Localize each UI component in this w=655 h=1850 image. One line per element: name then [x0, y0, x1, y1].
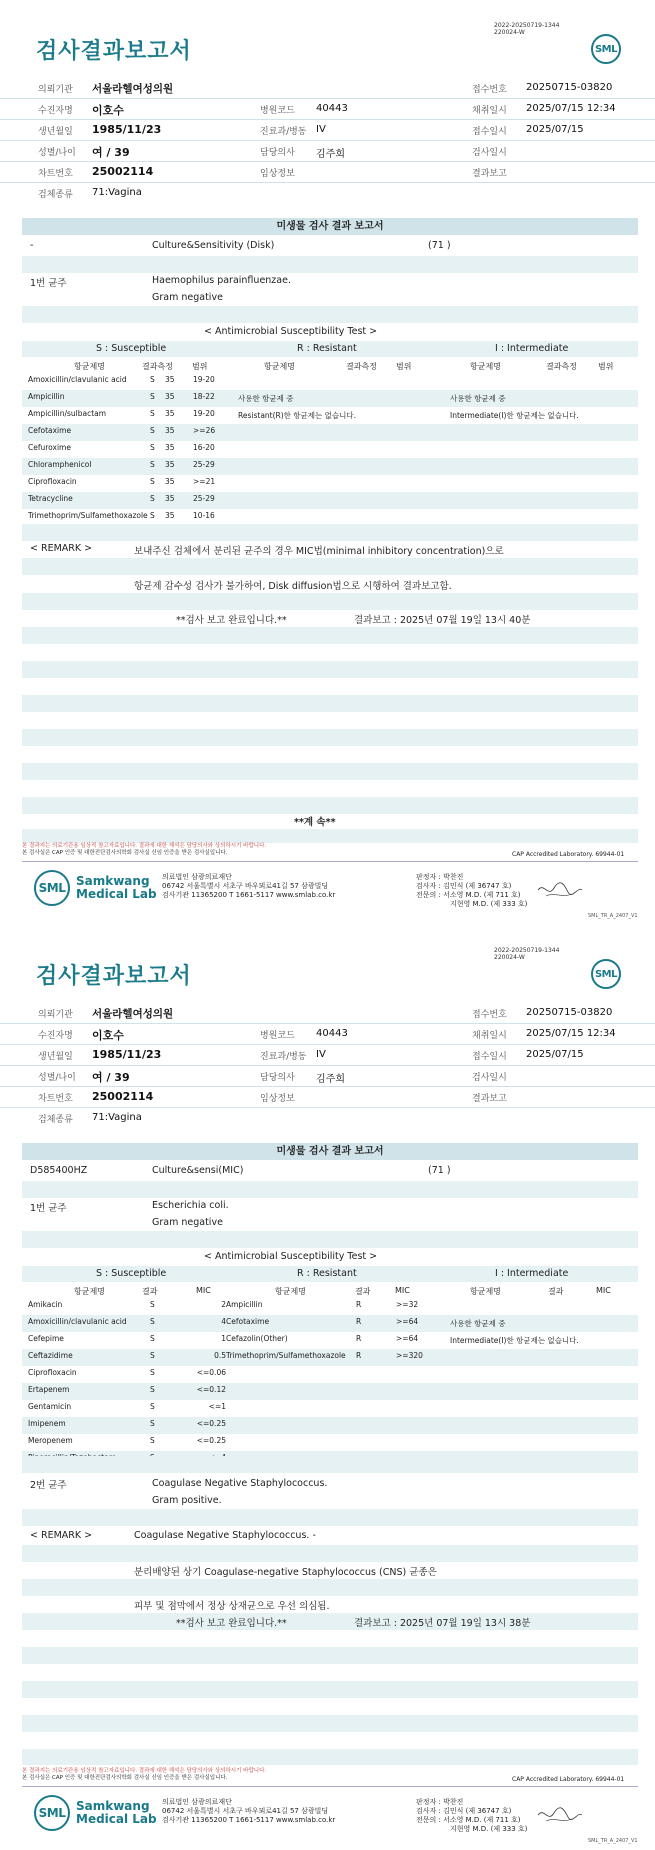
ast-value: 35 [165, 409, 175, 418]
col-drug: 항균제명 [275, 1287, 306, 1296]
band [22, 1181, 638, 1198]
ast-mic: <=0.25 [196, 1436, 226, 1445]
remark-text: 피부 및 점막에서 정상 상재균으로 우선 의심됨. [134, 1601, 330, 1612]
brand-line: Samkwang [76, 1799, 150, 1813]
ast-drug: Ampicillin/sulbactam [28, 409, 107, 418]
doctor-value: 김주희 [316, 149, 345, 160]
legend-intermediate: I : Intermediate [495, 1268, 569, 1279]
info-row [0, 162, 655, 183]
band [22, 763, 638, 780]
clinical-label: 임상정보 [260, 1094, 295, 1104]
info-row [0, 141, 655, 162]
col-drug: 항균제명 [470, 1287, 501, 1296]
sml-logo-icon: SML [34, 1795, 70, 1831]
dept-label: 진료과/병동 [260, 1052, 307, 1062]
band [22, 1715, 638, 1732]
complete-text: **검사 보고 완료입니다.** [176, 1618, 287, 1629]
test-code: - [30, 240, 34, 251]
test-number: (71 ) [428, 240, 451, 251]
lab-address [162, 873, 335, 900]
band [22, 1383, 638, 1400]
org-value: 서울라헬여성의원 [92, 83, 174, 95]
ast-mic: <=0.06 [196, 1368, 226, 1377]
band [22, 256, 638, 273]
brand-line: Samkwang [76, 874, 150, 888]
document-code-line: 220024-W [494, 29, 525, 36]
band [22, 729, 638, 746]
continue-mark: **계 속** [294, 817, 336, 828]
legend-resistant: R : Resistant [297, 1268, 357, 1279]
report-page-2 [0, 925, 655, 1850]
ast-result: R [356, 1300, 362, 1309]
band [22, 306, 638, 323]
right-note: Intermediate(I)한 항균제는 없습니다. [450, 1336, 579, 1345]
ast-drug: Cefepime [28, 1334, 64, 1343]
document-code-line: 220024-W [494, 954, 525, 961]
version-code: SML_TR_A_2407_V1 [588, 913, 638, 919]
brand-line: Medical Lab [76, 1812, 157, 1826]
col-drug: 항균제명 [264, 362, 295, 371]
ast-result: S [150, 409, 155, 418]
remark-text: 분리배양된 상기 Coagulase-negative Staphylococcus (CNS) 균종은 [134, 1567, 437, 1578]
band [22, 797, 638, 814]
ast-range: 25-29 [193, 494, 215, 503]
band [22, 1231, 638, 1248]
org-value: 서울라헬여성의원 [92, 1008, 174, 1020]
ast-drug: Amoxicillin/clavulanic acid [28, 1317, 127, 1326]
footer-logo [34, 870, 157, 906]
col-result: 결과 [548, 1287, 564, 1296]
dept-value: IV [316, 124, 326, 135]
info-row [0, 1108, 655, 1129]
clinical-label: 임상정보 [260, 169, 295, 179]
mid-note: 사용한 항균제 중 [238, 394, 294, 403]
signature-scribble-icon [536, 1805, 584, 1825]
test-code: D585400HZ [30, 1165, 88, 1176]
ast-drug: Ceftazidime [28, 1351, 73, 1360]
ast-mic: 2 [221, 1300, 226, 1309]
footnote-line: 본 결과지는 의료기관용 임상적 참고자료입니다. 결과에 대한 해석은 담당의사와 상의하시기 바랍니다. [22, 843, 267, 849]
signatures [416, 1798, 527, 1834]
ast-drug: Ertapenem [28, 1385, 70, 1394]
band [22, 1417, 638, 1434]
ast-drug: Chloramphenicol [28, 460, 92, 469]
col-mic: MIC [596, 1286, 611, 1295]
ast-drug: Cefotaxime [226, 1317, 270, 1326]
ast-title: < Antimicrobial Susceptibility Test > [204, 326, 378, 337]
col-range: 범위 [396, 362, 412, 371]
ast-drug: Amoxicillin/clavulanic acid [28, 375, 127, 384]
remark-label: < REMARK > [30, 1530, 93, 1541]
band [22, 829, 638, 843]
ast-drug: Cefuroxime [28, 443, 71, 452]
ast-result: R [356, 1334, 362, 1343]
ast-result: S [150, 477, 155, 486]
sml-logo-icon: SML [34, 870, 70, 906]
ast-drug: Ciprofloxacin [28, 1368, 77, 1377]
ast-value: 35 [165, 477, 175, 486]
doctor-label: 담당의사 [260, 1073, 295, 1083]
ast-value: 35 [165, 511, 175, 520]
ast-result: S [150, 1436, 155, 1445]
dept-value: IV [316, 1049, 326, 1060]
info-row [0, 1003, 655, 1024]
report-time: 결과보고 : 2025년 07월 19일 13시 38분 [354, 1618, 531, 1629]
hosp-code-label: 병원코드 [260, 1031, 295, 1041]
organism-name: Escherichia coli. [152, 1200, 229, 1211]
organism-gram: Gram negative [152, 292, 223, 303]
organism-gram: Gram positive. [152, 1495, 222, 1506]
signature-line: 검사자 : 김민식 (제 36747 호) [416, 1807, 512, 1815]
ast-drug: Amikacin [28, 1300, 63, 1309]
signature-line: 판정자 : 박찬진 [416, 1798, 464, 1806]
col-result: 결과측정 [546, 362, 577, 371]
col-result: 결과측정 [142, 362, 173, 371]
col-result: 결과 [142, 1287, 158, 1296]
specimen-value: 71:Vagina [92, 187, 142, 198]
info-row [0, 78, 655, 99]
specimen-label: 검체종류 [38, 1115, 73, 1125]
mid-note: Resistant(R)한 항균제는 없습니다. [238, 411, 357, 420]
test-name: Culture&sensi(MIC) [152, 1165, 244, 1176]
remark-text: 보내주신 검체에서 분리된 균주의 경우 MIC법(minimal inhibitory concentration)으로 [134, 546, 504, 557]
band [22, 424, 638, 441]
info-row [0, 1087, 655, 1108]
right-note: 사용한 항균제 중 [450, 1319, 506, 1328]
col-drug: 항균제명 [74, 362, 105, 371]
legend-intermediate: I : Intermediate [495, 343, 569, 354]
info-row [0, 1066, 655, 1087]
band [22, 1545, 638, 1562]
footnote [22, 843, 266, 856]
ast-drug: Tetracycline [28, 494, 73, 503]
report-label: 결과보고 [472, 1094, 507, 1104]
doctor-value: 김주희 [316, 1074, 345, 1085]
ast-mic: <=1 [208, 1402, 226, 1411]
address-line: 06742 서울특별시 서초구 바우뫼로41길 57 삼광빌딩 [162, 882, 329, 890]
document-code-line: 2022-20250719-1344 [494, 947, 560, 954]
ast-result: S [150, 375, 155, 384]
ast-value: 35 [165, 494, 175, 503]
band [22, 1647, 638, 1664]
band [22, 593, 638, 610]
band [22, 458, 638, 475]
address-line: 06742 서울특별시 서초구 바우뫼로41길 57 삼광빌딩 [162, 1807, 329, 1815]
sex-age-label: 성별/나이 [38, 1073, 76, 1083]
ast-drug: Ampicillin [28, 392, 65, 401]
band [22, 558, 638, 575]
ast-result: S [150, 1317, 155, 1326]
name-label: 수진자명 [38, 1031, 73, 1041]
ast-drug: Gentamicin [28, 1402, 72, 1411]
cap-accreditation: CAP Accredited Laboratory. 69944-01 [512, 851, 625, 858]
report-time: 결과보고 : 2025년 07월 19일 13시 40분 [354, 615, 531, 626]
chart-value: 25002114 [92, 1090, 154, 1103]
receipt-value: 20250715-03820 [526, 82, 613, 93]
col-mic: MIC [196, 1286, 211, 1295]
collect-value: 2025/07/15 12:34 [526, 1028, 616, 1039]
report-header: 미생물 검사 결과 보고서 [22, 1143, 638, 1160]
lab-address [162, 1798, 335, 1825]
test-date-label: 검사일시 [472, 148, 507, 158]
ast-range: 18-22 [193, 392, 215, 401]
signature-line: 지현영 M.D. (제 333 호) [450, 1825, 528, 1833]
footnote-line: 본 검사실은 CAP 인증 및 대한진단검사의학회 검사실 신임 인증을 받은 검사실입니다. [22, 849, 228, 856]
organism-name: Coagulase Negative Staphylococcus. [152, 1478, 328, 1489]
address-line: 검사기관 11365200 T 1661-5117 www.smlab.co.kr [162, 1816, 336, 1824]
org-label: 의뢰기관 [38, 85, 73, 95]
ast-mic: 1 [221, 1334, 226, 1343]
band [22, 1456, 638, 1473]
test-name: Culture&Sensitivity (Disk) [152, 240, 275, 251]
ast-range: >=21 [193, 477, 216, 486]
ast-result: R [356, 1351, 362, 1360]
legend-susceptible: S : Susceptible [96, 1268, 167, 1279]
sml-logo-icon: SML [591, 34, 621, 64]
ast-range: 16-20 [193, 443, 215, 452]
report-header: 미생물 검사 결과 보고서 [22, 218, 638, 235]
receipt-label: 접수번호 [472, 85, 507, 95]
dob-value: 1985/11/23 [92, 1048, 162, 1061]
signatures [416, 873, 527, 909]
signature-line: 지현영 M.D. (제 333 호) [450, 900, 528, 908]
info-row [0, 183, 655, 204]
org-label: 의뢰기관 [38, 1010, 73, 1020]
ast-result: S [150, 1368, 155, 1377]
col-result: 결과측정 [346, 362, 377, 371]
band [22, 1749, 638, 1765]
ast-mic: >=64 [396, 1317, 419, 1326]
sml-logo-icon: SML [591, 959, 621, 989]
ast-range: 19-20 [193, 409, 215, 418]
ast-result: S [150, 494, 155, 503]
specimen-label: 검체종류 [38, 190, 73, 200]
ast-mic: <=0.12 [196, 1385, 226, 1394]
band [22, 390, 638, 407]
ast-mic: >=320 [396, 1351, 423, 1360]
name-label: 수진자명 [38, 106, 73, 116]
chart-value: 25002114 [92, 165, 154, 178]
ast-mic: >=32 [396, 1300, 419, 1309]
signature-line: 전문의 : 서소영 M.D. (제 711 호) [416, 891, 521, 899]
collect-label: 채취일시 [472, 1031, 507, 1041]
hosp-code-label: 병원코드 [260, 106, 295, 116]
report-label: 결과보고 [472, 169, 507, 179]
address-line: 검사기관 11365200 T 1661-5117 www.smlab.co.kr [162, 891, 336, 899]
band [22, 1681, 638, 1698]
footnote [22, 1768, 266, 1781]
received-value: 2025/07/15 [526, 124, 584, 135]
ast-mic: 4 [221, 1317, 226, 1326]
remark-label: < REMARK > [30, 543, 93, 554]
brand-line: Medical Lab [76, 887, 157, 901]
test-number: (71 ) [428, 1165, 451, 1176]
organism-name: Haemophilus parainfluenzae. [152, 275, 291, 286]
sex-age-value: 여 / 39 [92, 1071, 130, 1084]
brand-name [76, 1800, 157, 1826]
col-range: 범위 [598, 362, 614, 371]
dob-label: 생년월일 [38, 127, 73, 137]
address-line: 의료법인 삼광의료재단 [162, 873, 232, 881]
chart-label: 차트번호 [38, 169, 73, 179]
legend-susceptible: S : Susceptible [96, 343, 167, 354]
signature-line: 검사자 : 김민식 (제 36747 호) [416, 882, 512, 890]
footnote-line: 본 결과지는 의료기관용 임상적 참고자료입니다. 결과에 대한 해석은 담당의사와 상의하시기 바랍니다. [22, 1768, 267, 1774]
band [22, 1613, 638, 1630]
ast-result: S [150, 392, 155, 401]
col-drug: 항균제명 [74, 1287, 105, 1296]
ast-result: S [150, 426, 155, 435]
right-note: Intermediate(I)한 항균제는 없습니다. [450, 411, 579, 420]
organism-label: 2번 균주 [30, 1480, 67, 1491]
divider [22, 861, 638, 862]
ast-result: S [150, 511, 155, 520]
brand-name [76, 875, 157, 901]
band [22, 661, 638, 678]
received-label: 접수일시 [472, 1052, 507, 1062]
version-code: SML_TR_A_2407_V1 [588, 1838, 638, 1844]
ast-drug: Cefazolin(Other) [226, 1334, 288, 1343]
dept-label: 진료과/병동 [260, 127, 307, 137]
page-title: 검사결과보고서 [36, 964, 192, 989]
ast-value: 35 [165, 426, 175, 435]
ast-value: 35 [165, 443, 175, 452]
ast-result: S [150, 1385, 155, 1394]
ast-drug: Trimethoprim/Sulfamethoxazole [28, 511, 148, 520]
address-line: 의료법인 삼광의료재단 [162, 1798, 232, 1806]
signature-scribble-icon [536, 880, 584, 900]
document-code [494, 947, 559, 961]
sex-age-label: 성별/나이 [38, 148, 76, 158]
signature-line: 전문의 : 서소영 M.D. (제 711 호) [416, 1816, 521, 1824]
ast-value: 35 [165, 392, 175, 401]
ast-range: 25-29 [193, 460, 215, 469]
dob-label: 생년월일 [38, 1052, 73, 1062]
signature-line: 판정자 : 박찬진 [416, 873, 464, 881]
ast-result: S [150, 1351, 155, 1360]
col-range: 범위 [192, 362, 208, 371]
band [22, 524, 638, 541]
ast-drug: Imipenem [28, 1419, 66, 1428]
dob-value: 1985/11/23 [92, 123, 162, 136]
ast-result: S [150, 1402, 155, 1411]
ast-mic: <=0.25 [196, 1419, 226, 1428]
info-row [0, 99, 655, 120]
test-date-label: 검사일시 [472, 1073, 507, 1083]
ast-result: S [150, 1419, 155, 1428]
ast-result: S [150, 1300, 155, 1309]
info-row [0, 1024, 655, 1045]
ast-result: S [150, 460, 155, 469]
document-code-line: 2022-20250719-1344 [494, 22, 560, 29]
ast-drug: Trimethoprim/Sulfamethoxazole [226, 1351, 346, 1360]
ast-result: R [356, 1317, 362, 1326]
footnote-line: 본 검사실은 CAP 인증 및 대한진단검사의학회 검사실 신임 인증을 받은 검사실입니다. [22, 1774, 228, 1781]
ast-range: 19-20 [193, 375, 215, 384]
info-row [0, 1045, 655, 1066]
remark-text: 항균제 감수성 검사가 불가하여, Disk diffusion법으로 시행하여 결과보고함. [134, 581, 452, 592]
ast-result: S [150, 443, 155, 452]
col-mic: MIC [395, 1286, 410, 1295]
name-value: 이호수 [92, 104, 124, 117]
ast-result: S [150, 1334, 155, 1343]
ast-range: >=26 [193, 426, 216, 435]
receipt-value: 20250715-03820 [526, 1007, 613, 1018]
ast-drug: Ampicillin [226, 1300, 263, 1309]
ast-title: < Antimicrobial Susceptibility Test > [204, 1251, 378, 1262]
document-code [494, 22, 559, 36]
ast-drug: Cefotaxime [28, 426, 72, 435]
received-label: 접수일시 [472, 127, 507, 137]
receipt-label: 접수번호 [472, 1010, 507, 1020]
ast-range: 10-16 [193, 511, 215, 520]
band [22, 1579, 638, 1596]
specimen-value: 71:Vagina [92, 1112, 142, 1123]
col-result: 결과 [355, 1287, 371, 1296]
chart-label: 차트번호 [38, 1094, 73, 1104]
hosp-code-value: 40443 [316, 103, 348, 114]
divider [22, 1786, 638, 1787]
ast-value: 35 [165, 460, 175, 469]
footer-logo [34, 1795, 157, 1831]
sex-age-value: 여 / 39 [92, 146, 130, 159]
complete-text: **검사 보고 완료입니다.** [176, 615, 287, 626]
hosp-code-value: 40443 [316, 1028, 348, 1039]
ast-drug: Ciprofloxacin [28, 477, 77, 486]
name-value: 이호수 [92, 1029, 124, 1042]
ast-mic: >=64 [396, 1334, 419, 1343]
ast-value: 35 [165, 375, 175, 384]
band [22, 627, 638, 644]
right-note: 사용한 항균제 중 [450, 394, 506, 403]
organism-label: 1번 균주 [30, 1203, 67, 1214]
received-value: 2025/07/15 [526, 1049, 584, 1060]
ast-mic: 0.5 [214, 1351, 226, 1360]
ast-drug: Meropenem [28, 1436, 73, 1445]
info-row [0, 120, 655, 141]
organism-gram: Gram negative [152, 1217, 223, 1228]
doctor-label: 담당의사 [260, 148, 295, 158]
band [22, 492, 638, 509]
col-drug: 항균제명 [470, 362, 501, 371]
collect-label: 채취일시 [472, 106, 507, 116]
page-title: 검사결과보고서 [36, 39, 192, 64]
remark-text: Coagulase Negative Staphylococcus. - [134, 1530, 316, 1541]
legend-resistant: R : Resistant [297, 343, 357, 354]
band [22, 1509, 638, 1526]
collect-value: 2025/07/15 12:34 [526, 103, 616, 114]
organism-label: 1번 균주 [30, 278, 67, 289]
band [22, 695, 638, 712]
cap-accreditation: CAP Accredited Laboratory. 69944-01 [512, 1776, 625, 1783]
